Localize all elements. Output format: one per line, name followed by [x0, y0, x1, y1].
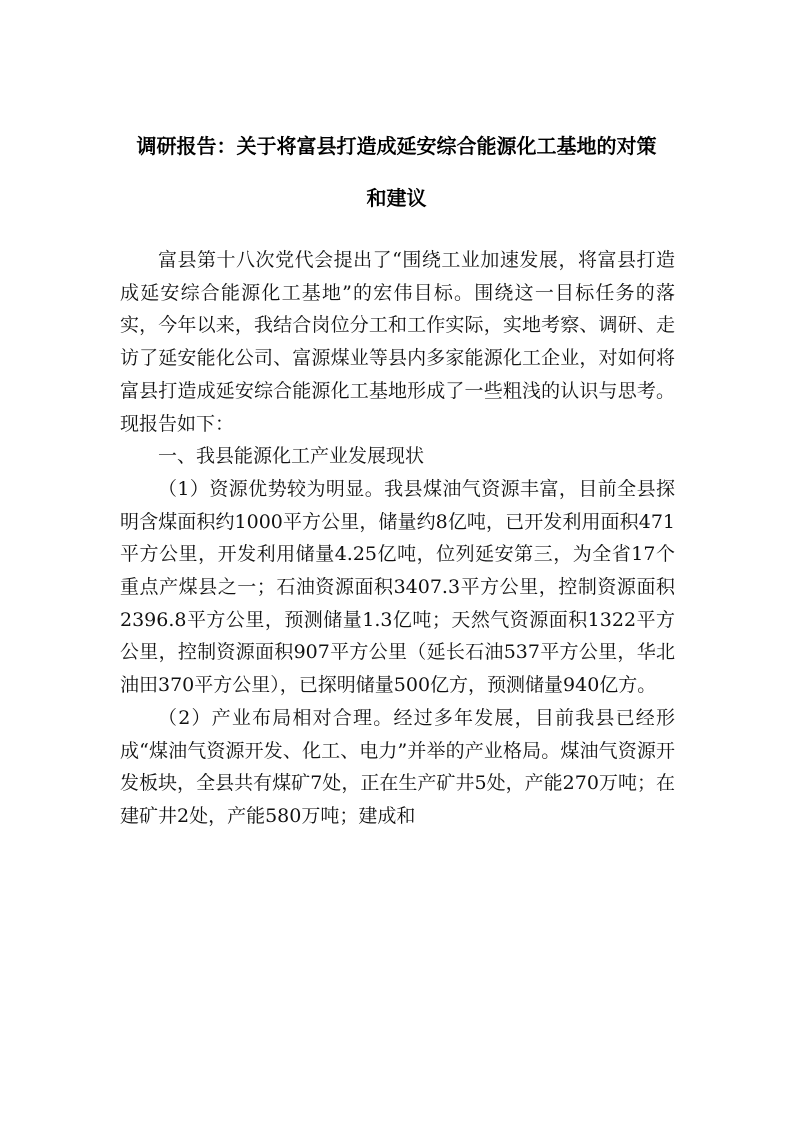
intro-paragraph: 富县第十八次党代会提出了“围绕工业加速发展，将富县打造成延安综合能源化工基地”的宏伟目标。围绕这一目标任务的落实，今年以来，我结合岗位分工和工作实际，实地考察、调研、走访了延安能化公司、富源煤业等县内多家能源化工企业，对如何将富县打造成延安综合能源化工基地形成了一些粗浅的认识与思考。现报告如下： [120, 249, 675, 435]
document-title-line-2: 和建议 [366, 186, 427, 210]
document-body [120, 244, 675, 833]
section-heading: 一、我县能源化工产业发展现状 [158, 445, 425, 468]
document-title-line-1: 调研报告：关于将富县打造成延安综合能源化工基地的对策 [136, 134, 657, 158]
resource-paragraph: （1）资源优势较为明显。我县煤油气资源丰富，目前全县探明含煤面积约1000平方公里，储量约8亿吨，已开发利用面积471平方公里，开发利用储量4.25亿吨，位列延安第三，为全省17个重点产煤县之一；石油资源面积3407.3平方公里，控制资源面积2396.8平方公里，预测储量1.3亿吨；天然气资源面积1322平方公里，控制资源面积907平方公里（延长石油537平方公里，华北油田370平方公里），已探明储量500亿方，预测储量940亿方。 [120, 477, 675, 697]
industry-layout-paragraph: （2）产业布局相对合理。经过多年发展，目前我县已经形成“煤油气资源开发、化工、电力”并举的产业格局。煤油气资源开发板块，全县共有煤矿7处，正在生产矿井5处，产能270万吨；在建矿井2处，产能580万吨；建成和 [120, 706, 675, 827]
